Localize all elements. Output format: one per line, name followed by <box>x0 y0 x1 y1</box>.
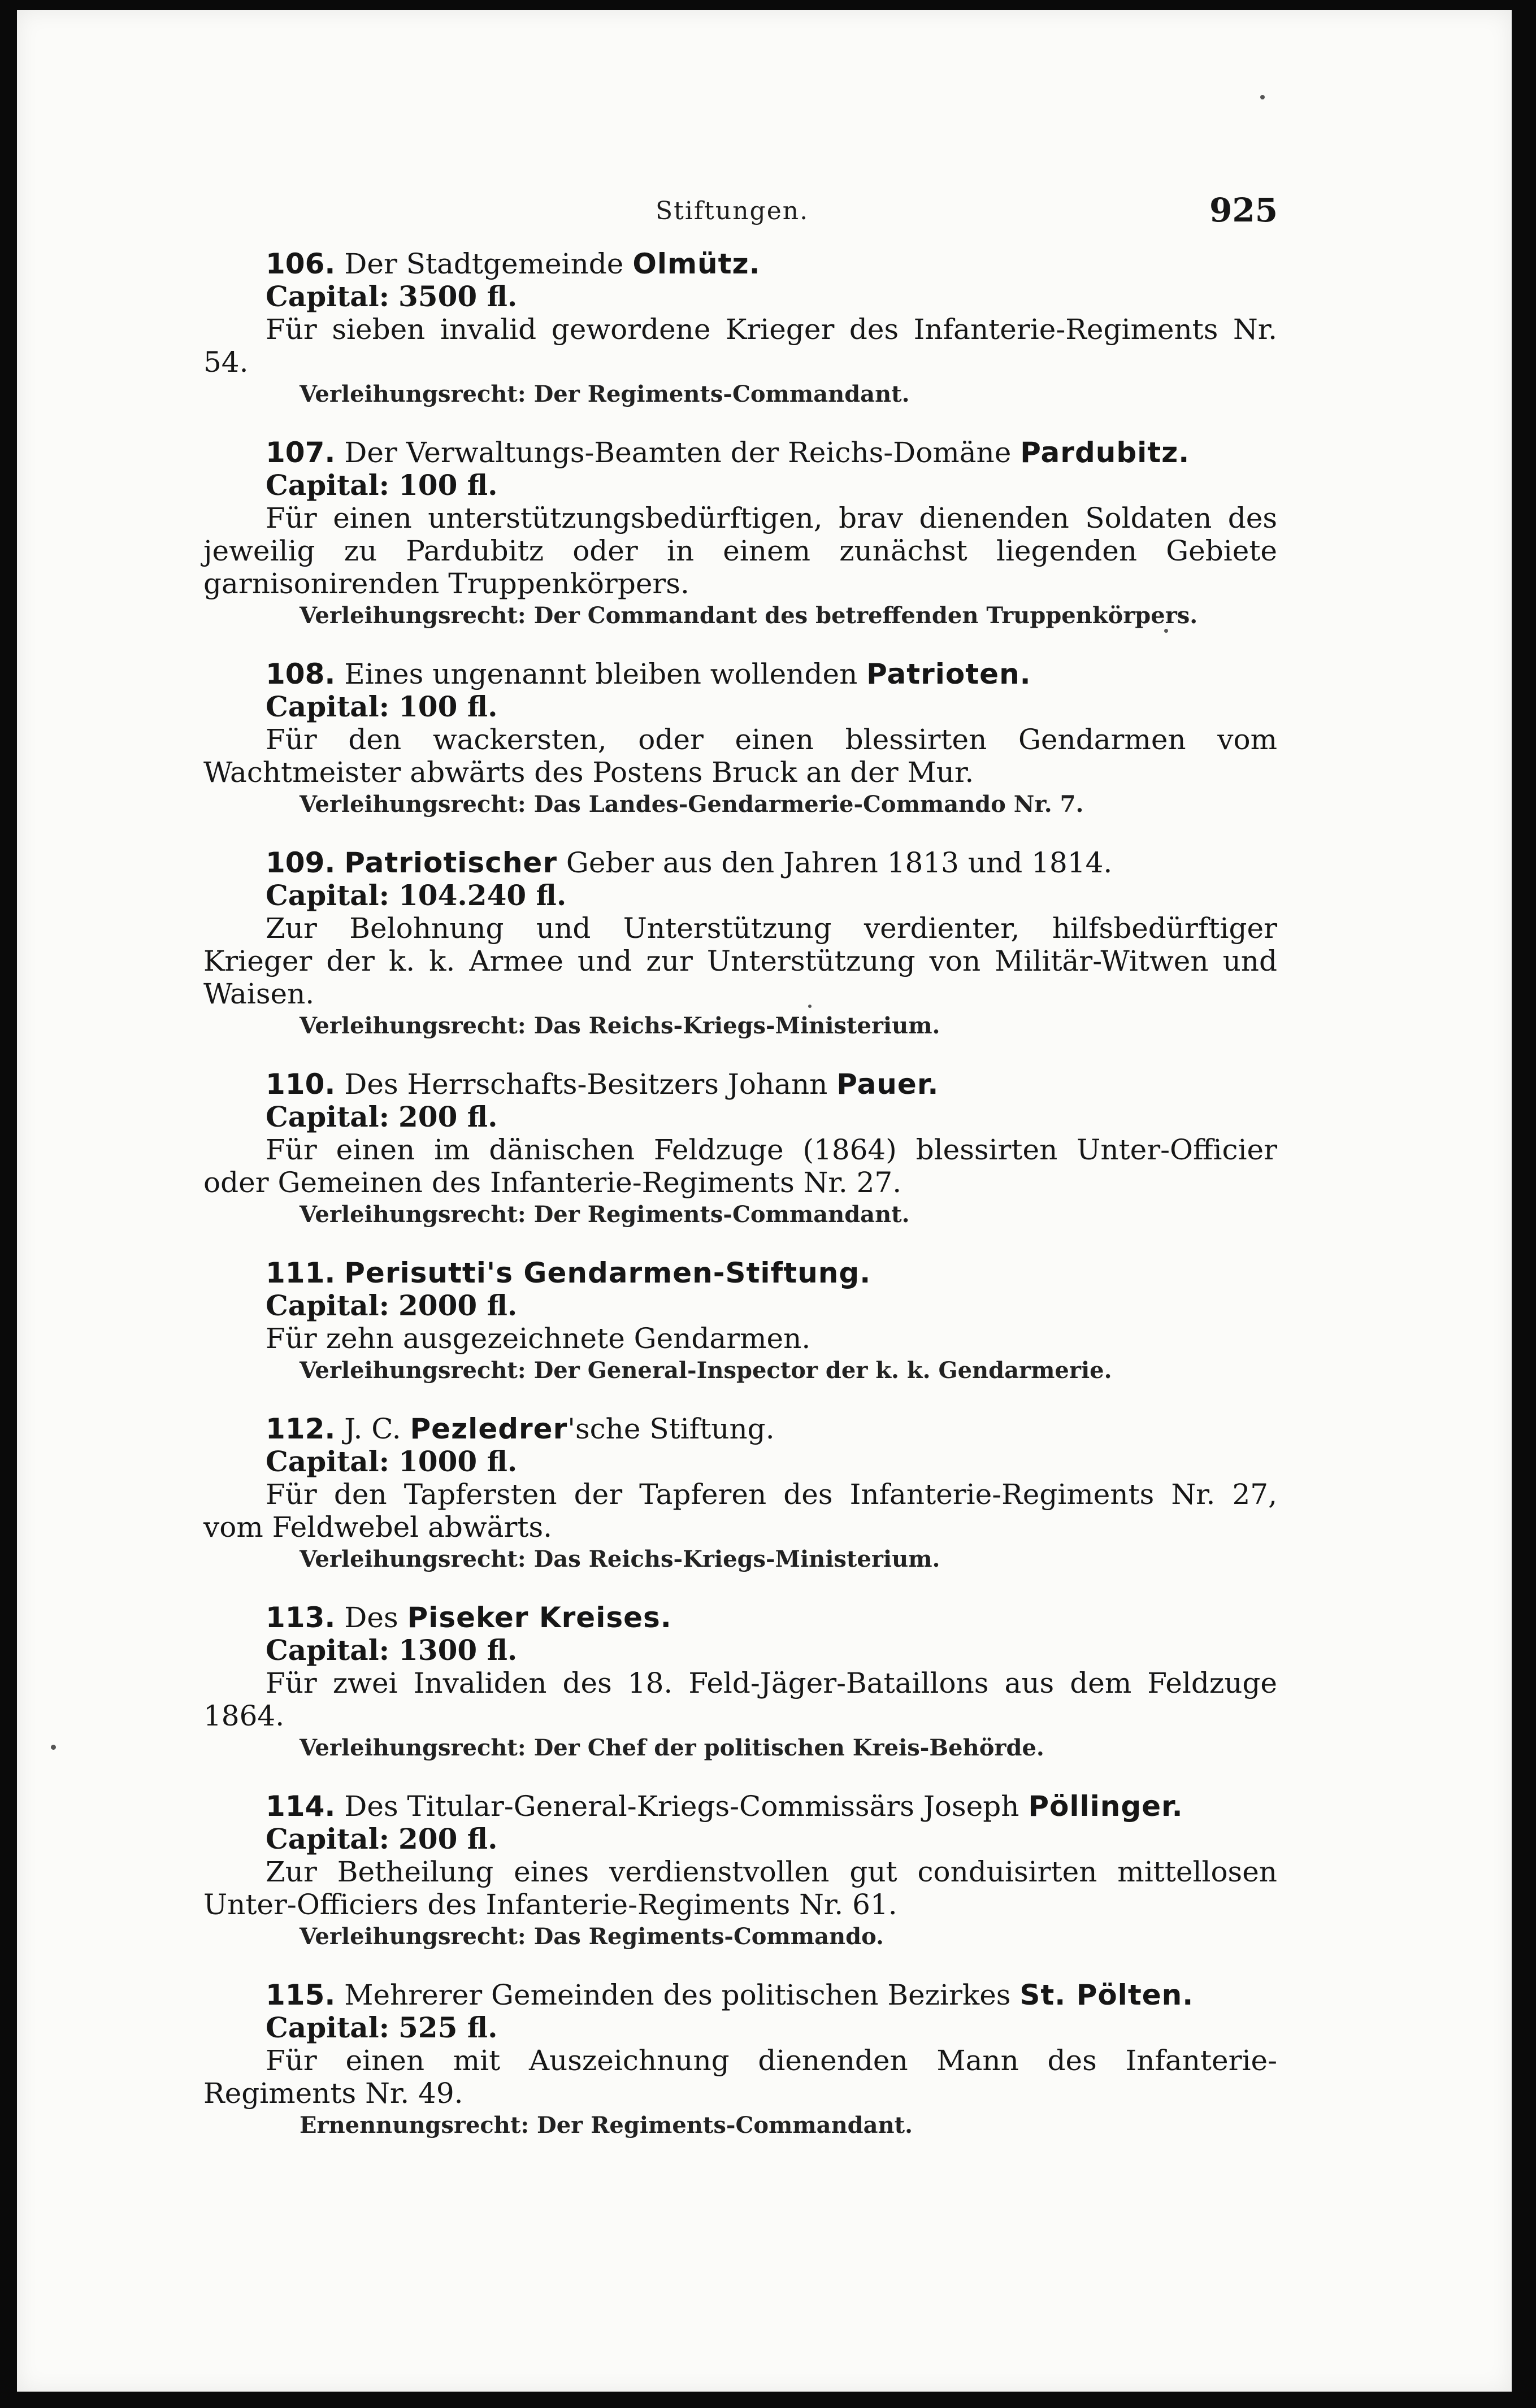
entry-capital <box>203 879 1277 912</box>
entry-purpose: Für einen mit Auszeichnung dienenden Mann des Infanterie-Regiments Nr. 49. <box>203 2044 1277 2110</box>
entry-number: 112. <box>266 1412 336 1445</box>
capital-label: Capital: <box>266 1289 390 1322</box>
capital-value: 1000 fl. <box>398 1445 518 1478</box>
entry-title-bold: Patriotischer <box>344 846 557 879</box>
running-header <box>17 191 1512 236</box>
entry-purpose: Für zwei Invaliden des 18. Feld-Jäger-Bataillons aus dem Feldzuge 1864. <box>203 1667 1277 1732</box>
entry-grant: Verleihungsrecht: Der General-Inspector der k. k. Gendarmerie. <box>300 1357 1112 1384</box>
capital-label: Capital: <box>266 280 390 313</box>
book-page <box>17 10 1512 2392</box>
entry-107 <box>203 436 1277 632</box>
capital-label: Capital: <box>266 1822 390 1855</box>
entry-list <box>203 247 1277 2167</box>
entry-title-plain: Eines ungenannt bleiben wollenden <box>344 658 858 690</box>
entry-title <box>203 247 1277 280</box>
entry-title <box>203 436 1277 469</box>
entry-109 <box>203 846 1277 1042</box>
entry-title-bold: Pöllinger. <box>1028 1790 1183 1823</box>
entry-grant: Verleihungsrecht: Das Reichs-Kriegs-Ministerium. <box>300 1546 940 1572</box>
entry-grant: Verleihungsrecht: Der Regiments-Commandant. <box>300 1201 910 1228</box>
entry-title-plain: Der Verwaltungs-Beamten der Reichs-Domäne <box>344 436 1012 469</box>
entry-title <box>203 846 1277 879</box>
entry-110 <box>203 1068 1277 1231</box>
entry-grant: Ernennungsrecht: Der Regiments-Commandant. <box>300 2112 913 2138</box>
entry-number: 108. <box>266 658 336 690</box>
entry-purpose: Zur Belohnung und Unterstützung verdienter, hilfsbedürftiger Krieger der k. k. Armee und zur Unterstützung von Militär-Witwen und Waisen. <box>203 912 1277 1010</box>
entry-purpose: Für den wackersten, oder einen blessirten Gendarmen vom Wachtmeister abwärts des Postens Bruck an der Mur. <box>203 723 1277 789</box>
entry-title-plain: Des <box>344 1601 398 1634</box>
entry-111 <box>203 1257 1277 1386</box>
ink-speck <box>808 1005 812 1008</box>
page-number: 925 <box>1209 191 1278 229</box>
entry-title-plain: Der Stadtgemeinde <box>344 247 624 280</box>
ink-speck <box>1164 629 1168 633</box>
entry-title-bold: Olmütz. <box>632 247 761 280</box>
entry-purpose: Für den Tapfersten der Tapferen des Infanterie-Regiments Nr. 27, vom Feldwebel abwärts. <box>203 1478 1277 1544</box>
entry-purpose: Für zehn ausgezeichnete Gendarmen. <box>266 1322 811 1355</box>
entry-number: 113. <box>266 1601 336 1634</box>
entry-title-bold: Patrioten. <box>866 658 1031 690</box>
entry-capital <box>203 1445 1277 1478</box>
entry-grant: Verleihungsrecht: Das Regiments-Commando. <box>300 1923 884 1950</box>
capital-value: 100 fl. <box>398 468 498 502</box>
entry-capital <box>203 2011 1277 2044</box>
capital-label: Capital: <box>266 1633 390 1667</box>
entry-title <box>203 1790 1277 1823</box>
capital-value: 200 fl. <box>398 1100 498 1133</box>
entry-number: 114. <box>266 1790 336 1823</box>
entry-number: 115. <box>266 1979 336 2011</box>
capital-value: 200 fl. <box>398 1822 498 1855</box>
entry-title-suffix: 'sche Stiftung. <box>567 1412 775 1445</box>
entry-grant: Verleihungsrecht: Der Regiments-Commandant. <box>300 381 910 407</box>
entry-grant: Verleihungsrecht: Das Landes-Gendarmerie-Commando Nr. 7. <box>300 791 1084 818</box>
entry-capital <box>203 690 1277 723</box>
entry-title-plain: Des Herrschafts-Besitzers Johann <box>344 1068 828 1101</box>
entry-capital <box>203 469 1277 502</box>
entry-title-plain: J. C. <box>344 1412 401 1445</box>
entry-capital <box>203 1101 1277 1133</box>
entry-number: 111. <box>266 1257 336 1289</box>
ink-speck <box>1260 95 1265 99</box>
entry-title-bold: St. Pölten. <box>1019 1979 1194 2011</box>
entry-title <box>203 658 1277 690</box>
capital-label: Capital: <box>266 690 390 723</box>
capital-label: Capital: <box>266 1100 390 1133</box>
header-title: Stiftungen. <box>656 197 809 225</box>
entry-title <box>203 1412 1277 1445</box>
entry-grant: Verleihungsrecht: Das Reichs-Kriegs-Ministerium. <box>300 1012 940 1039</box>
entry-number: 110. <box>266 1068 336 1101</box>
entry-capital <box>203 1634 1277 1667</box>
entry-title-bold: Piseker Kreises. <box>407 1601 672 1634</box>
capital-label: Capital: <box>266 879 390 912</box>
entry-number: 109. <box>266 846 336 879</box>
capital-value: 1300 fl. <box>398 1633 518 1667</box>
entry-106 <box>203 247 1277 410</box>
entry-title <box>203 1979 1277 2011</box>
capital-value: 2000 fl. <box>398 1289 518 1322</box>
entry-title-bold: Pardubitz. <box>1020 436 1190 469</box>
entry-title <box>203 1257 1277 1289</box>
capital-label: Capital: <box>266 468 390 502</box>
entry-capital <box>203 1823 1277 1855</box>
capital-value: 525 fl. <box>398 2011 498 2044</box>
entry-number: 106. <box>266 247 336 280</box>
capital-value: 104.240 fl. <box>398 879 567 912</box>
entry-title-plain: Des Titular-General-Kriegs-Commissärs Joseph <box>344 1790 1019 1823</box>
entry-title-bold: Perisutti's Gendarmen-Stiftung. <box>344 1257 871 1289</box>
entry-purpose: Für einen unterstützungsbedürftigen, brav dienenden Soldaten des jeweilig zu Pardubitz oder in einem zunächst liegenden Gebiete garnisonirenden Truppenkörpers. <box>203 502 1277 600</box>
entry-grant: Verleihungsrecht: Der Chef der politischen Kreis-Behörde. <box>300 1735 1044 1761</box>
capital-value: 100 fl. <box>398 690 498 723</box>
entry-108 <box>203 658 1277 820</box>
capital-label: Capital: <box>266 2011 390 2044</box>
entry-title <box>203 1068 1277 1101</box>
entry-title-suffix: Geber aus den Jahren 1813 und 1814. <box>566 846 1113 879</box>
entry-purpose: Für einen im dänischen Feldzuge (1864) blessirten Unter-Officier oder Gemeinen des Infanterie-Regiments Nr. 27. <box>203 1133 1277 1199</box>
entry-purpose: Zur Betheilung eines verdienstvollen gut conduisirten mittellosen Unter-Officiers des Infanterie-Regiments Nr. 61. <box>203 1855 1277 1921</box>
entry-115 <box>203 1979 1277 2141</box>
entry-title <box>203 1601 1277 1634</box>
entry-purpose: Für sieben invalid gewordene Krieger des Infanterie-Regiments Nr. 54. <box>203 313 1277 379</box>
entry-112 <box>203 1412 1277 1575</box>
entry-title-plain: Mehrerer Gemeinden des politischen Bezirkes <box>344 1979 1011 2011</box>
entry-capital <box>203 280 1277 313</box>
entry-title-bold: Pezledrer <box>410 1412 568 1445</box>
entry-grant: Verleihungsrecht: Der Commandant des betreffenden Truppenkörpers. <box>300 602 1198 629</box>
capital-label: Capital: <box>266 1445 390 1478</box>
entry-capital <box>203 1289 1277 1322</box>
capital-value: 3500 fl. <box>398 280 518 313</box>
entry-113 <box>203 1601 1277 1764</box>
entry-114 <box>203 1790 1277 1953</box>
entry-number: 107. <box>266 436 336 469</box>
ink-speck <box>51 1745 56 1750</box>
entry-title-bold: Pauer. <box>836 1068 939 1101</box>
